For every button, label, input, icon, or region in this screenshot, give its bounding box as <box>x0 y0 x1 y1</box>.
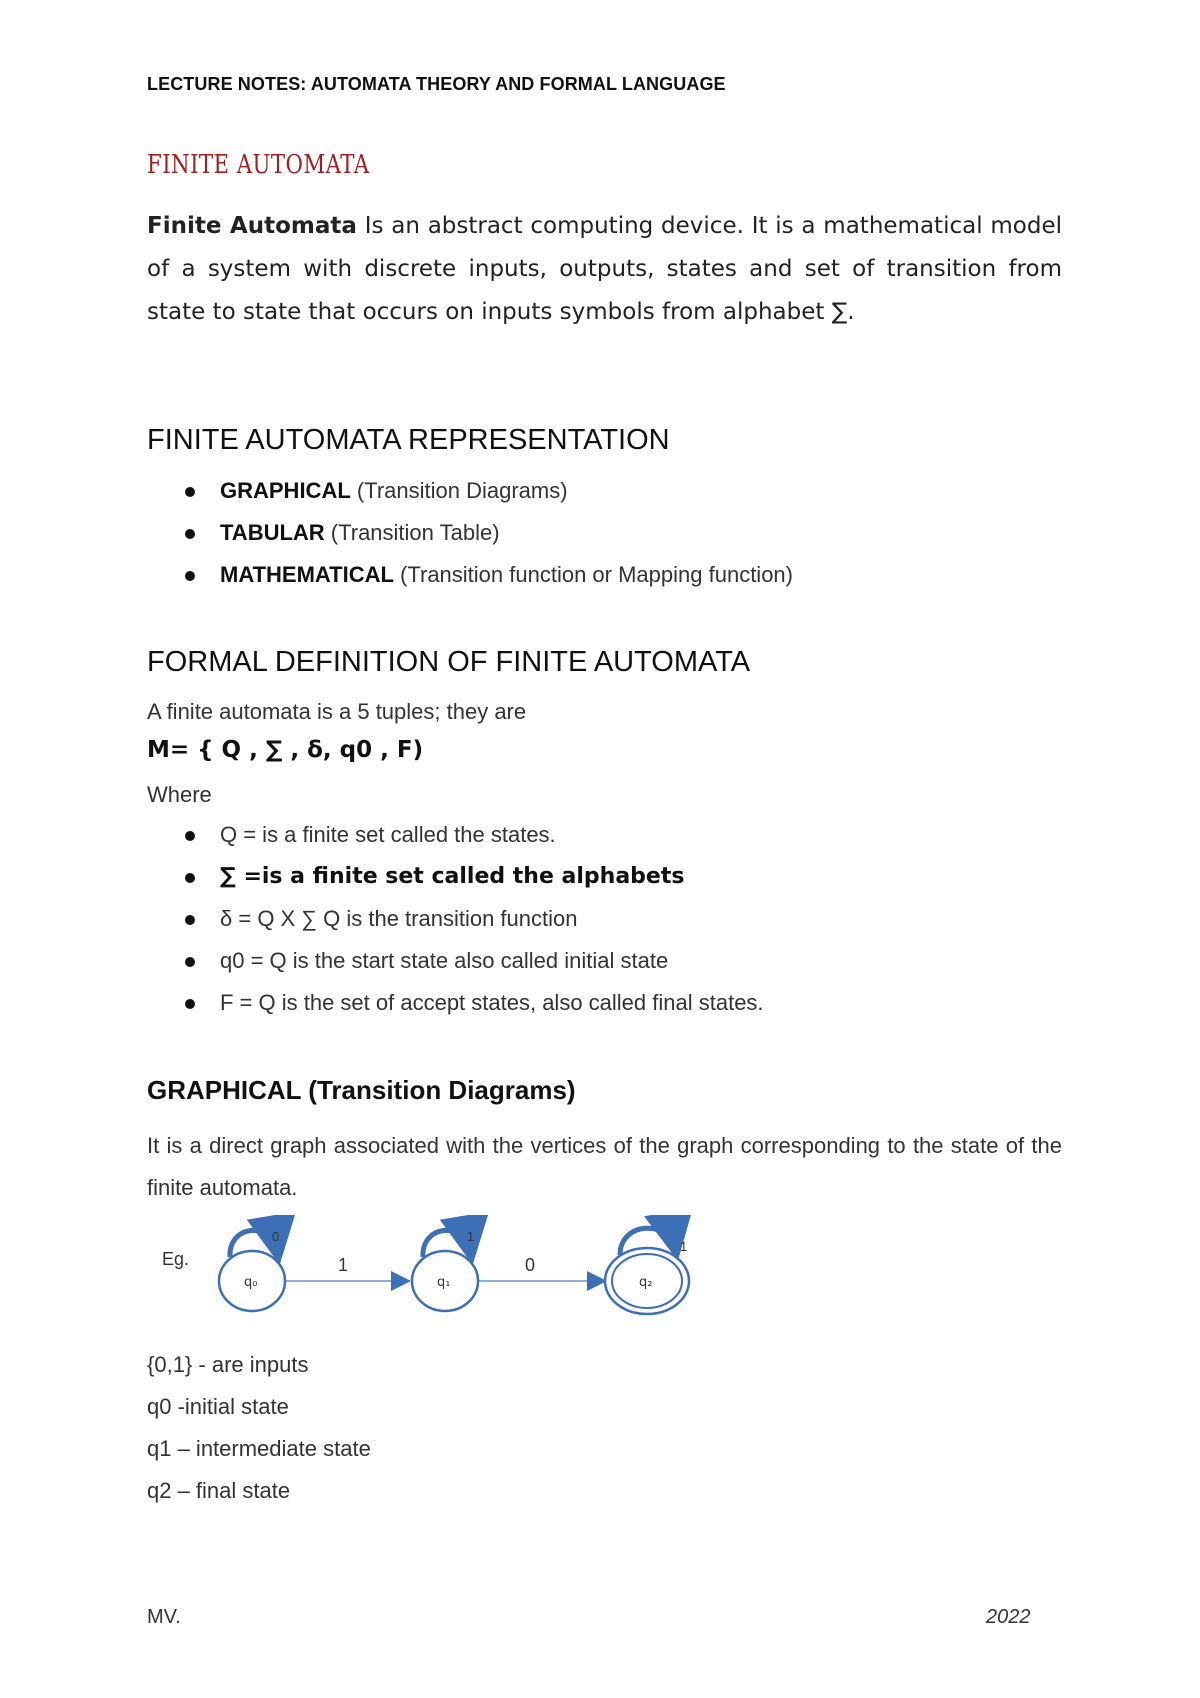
graphical-description: It is a direct graph associated with the vertices of the graph corresponding to the state of the finite automata. <box>147 1133 1062 1200</box>
intro-term: Finite Automata <box>147 213 357 239</box>
transition-diagram <box>150 1215 710 1345</box>
formal-heading: FORMAL DEFINITION OF FINITE AUTOMATA <box>147 646 751 678</box>
representation-heading: FINITE AUTOMATA REPRESENTATION <box>147 424 670 456</box>
bullet-icon <box>185 529 195 539</box>
list-item: ∑ =is a finite set called the alphabets <box>147 856 764 898</box>
loop-label: 0 <box>272 1229 280 1244</box>
state-q0 <box>219 1229 285 1311</box>
section-title: FINITE AUTOMATA <box>147 150 370 180</box>
eg-label: Eg. <box>162 1249 190 1269</box>
legend-line: q0 -initial state <box>147 1394 289 1419</box>
list-item: TABULAR (Transition Table) <box>147 512 793 554</box>
bullet-icon <box>185 873 195 883</box>
list-item: MATHEMATICAL (Transition function or Mapping function) <box>147 554 793 596</box>
list-item: q0 = Q is the start state also called initial state <box>147 940 764 982</box>
footer-year: 2022 <box>986 1606 1031 1628</box>
svg-text:q₂: q₂ <box>639 1275 653 1290</box>
where-label: Where <box>147 782 212 807</box>
svg-text:q₁: q₁ <box>437 1275 451 1290</box>
formal-list <box>147 814 764 1024</box>
state-q2-final <box>605 1228 689 1314</box>
list-item: δ = Q X ∑ Q is the transition function <box>147 898 764 940</box>
footer-author: MV. <box>147 1606 181 1628</box>
loop-label: 1 <box>467 1229 475 1244</box>
page-header: LECTURE NOTES: AUTOMATA THEORY AND FORMAL LANGUAGE <box>147 74 726 94</box>
bullet-icon <box>185 999 195 1009</box>
intro-text: Is an abstract computing device. It is a mathematical model of a system with discrete inputs, outputs, states and set of transition from state to state that occurs on inputs symbols from alphabet ∑. <box>147 213 1062 325</box>
legend-line: {0,1} - are inputs <box>147 1352 309 1377</box>
bullet-icon <box>185 831 195 841</box>
bullet-icon <box>185 487 195 497</box>
edge-label: 1 <box>338 1255 349 1275</box>
svg-text:q₀: q₀ <box>244 1275 258 1290</box>
list-item: Q = is a finite set called the states. <box>147 814 764 856</box>
bullet-icon <box>185 915 195 925</box>
legend-line: q1 – intermediate state <box>147 1436 371 1461</box>
state-q1 <box>412 1229 478 1311</box>
edge-label: 0 <box>525 1255 536 1275</box>
list-item: GRAPHICAL (Transition Diagrams) <box>147 470 793 512</box>
intro-paragraph <box>147 205 1062 334</box>
formal-intro: A finite automata is a 5 tuples; they are <box>147 699 527 724</box>
bullet-icon <box>185 957 195 967</box>
representation-list <box>147 470 793 596</box>
loop-label: 1 <box>680 1239 688 1254</box>
list-item: F = Q is the set of accept states, also called final states. <box>147 982 764 1024</box>
bullet-icon <box>185 571 195 581</box>
legend-line: q2 – final state <box>147 1478 291 1503</box>
graphical-heading: GRAPHICAL (Transition Diagrams) <box>147 1075 576 1105</box>
tuple-definition: M= { Q , ∑ , δ, q0 , F) <box>147 737 424 763</box>
